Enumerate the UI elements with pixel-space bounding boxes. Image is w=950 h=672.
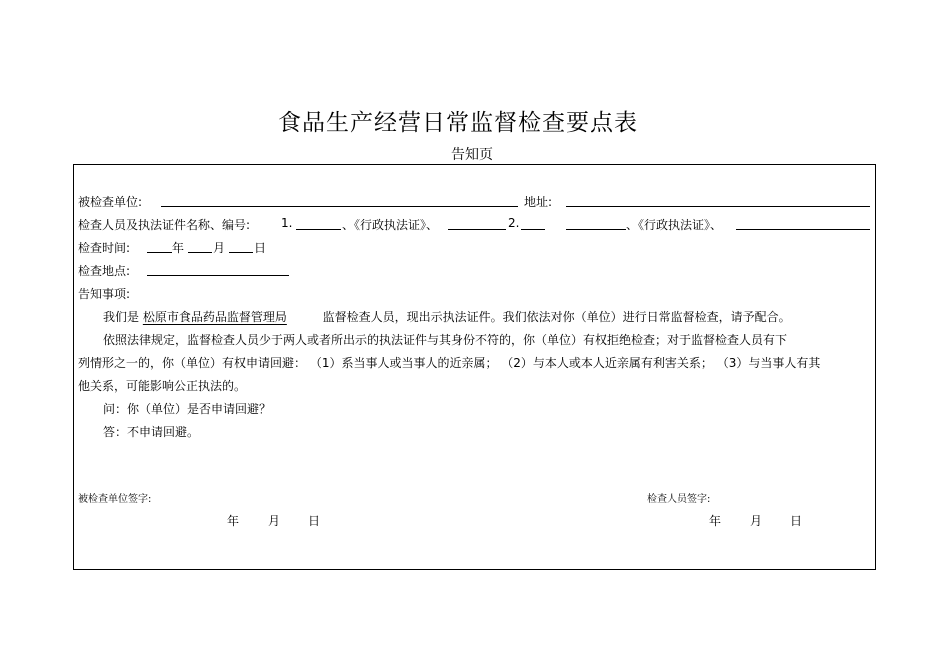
paragraph-2-line-3: 他关系，可能影响公正执法的。 (78, 379, 247, 393)
time-day-unit: 日 (254, 241, 267, 255)
inspector-1-number-field[interactable] (448, 229, 506, 230)
time-label: 检查时间: (78, 241, 131, 255)
unit-signature-label: 被检查单位签字: (78, 494, 152, 505)
time-day-field[interactable] (229, 252, 253, 253)
document-title: 食品生产经营日常监督检查要点表 (278, 110, 638, 136)
paragraph-1-suffix: 监督检查人员，现出示执法证件。我们依法对你（单位）进行日常监督检查，请予配合。 (322, 310, 791, 324)
inspector-num-2: 2. (508, 216, 520, 230)
time-month-field[interactable] (188, 252, 212, 253)
inspector-sign-year: 年 (709, 514, 722, 528)
time-month-unit: 月 (213, 241, 226, 255)
address-field[interactable] (566, 206, 870, 207)
inspector-sign-month: 月 (750, 514, 763, 528)
recusal-answer: 答：不申请回避。 (103, 425, 200, 439)
unit-field[interactable] (161, 206, 518, 207)
address-label: 地址: (524, 195, 553, 209)
inspector-signature-label: 检查人员签字: (647, 494, 711, 505)
inspector-label: 检查人员及执法证件名称、编号: (78, 218, 251, 232)
paragraph-1 (103, 308, 791, 325)
place-field[interactable] (147, 275, 289, 276)
paragraph-1-prefix: 我们是 (103, 310, 140, 324)
inspector-2-name-field[interactable] (521, 229, 545, 230)
recusal-question: 问：你（单位）是否申请回避？ (103, 402, 272, 416)
unit-label: 被检查单位: (78, 195, 143, 209)
notice-label: 告知事项: (78, 287, 131, 301)
inspector-2-number-field[interactable] (736, 229, 870, 230)
paragraph-2-line-2: 列情形之一的，你（单位）有权申请回避： （1）系当事人或当事人的近亲属； （2）与本人或本人近亲属有利害关系； （3）与当事人有其 (78, 356, 821, 370)
unit-sign-day: 日 (308, 514, 321, 528)
time-year-unit: 年 (172, 241, 185, 255)
unit-sign-month: 月 (268, 514, 281, 528)
unit-sign-year: 年 (227, 514, 240, 528)
inspector-1-cert: 、《行政执法证》、 (342, 218, 439, 232)
inspector-2-cert: 、《行政执法证》、 (626, 218, 723, 232)
inspector-num-1: 1. (281, 216, 293, 230)
document-subtitle: 告知页 (451, 147, 493, 163)
paragraph-2-line-1: 依照法律规定，监督检查人员少于两人或者所出示的执法证件与其身份不符的，你（单位）有权拒绝检查；对于监督检查人员有下 (103, 333, 788, 347)
time-year-field[interactable] (147, 252, 172, 253)
place-label: 检查地点: (78, 264, 131, 278)
agency-name: 松原市食品药品监督管理局 (142, 310, 287, 324)
inspector-sign-day: 日 (790, 514, 803, 528)
inspector-1-name-field[interactable] (296, 229, 341, 230)
inspector-2-name-field-b[interactable] (566, 229, 626, 230)
